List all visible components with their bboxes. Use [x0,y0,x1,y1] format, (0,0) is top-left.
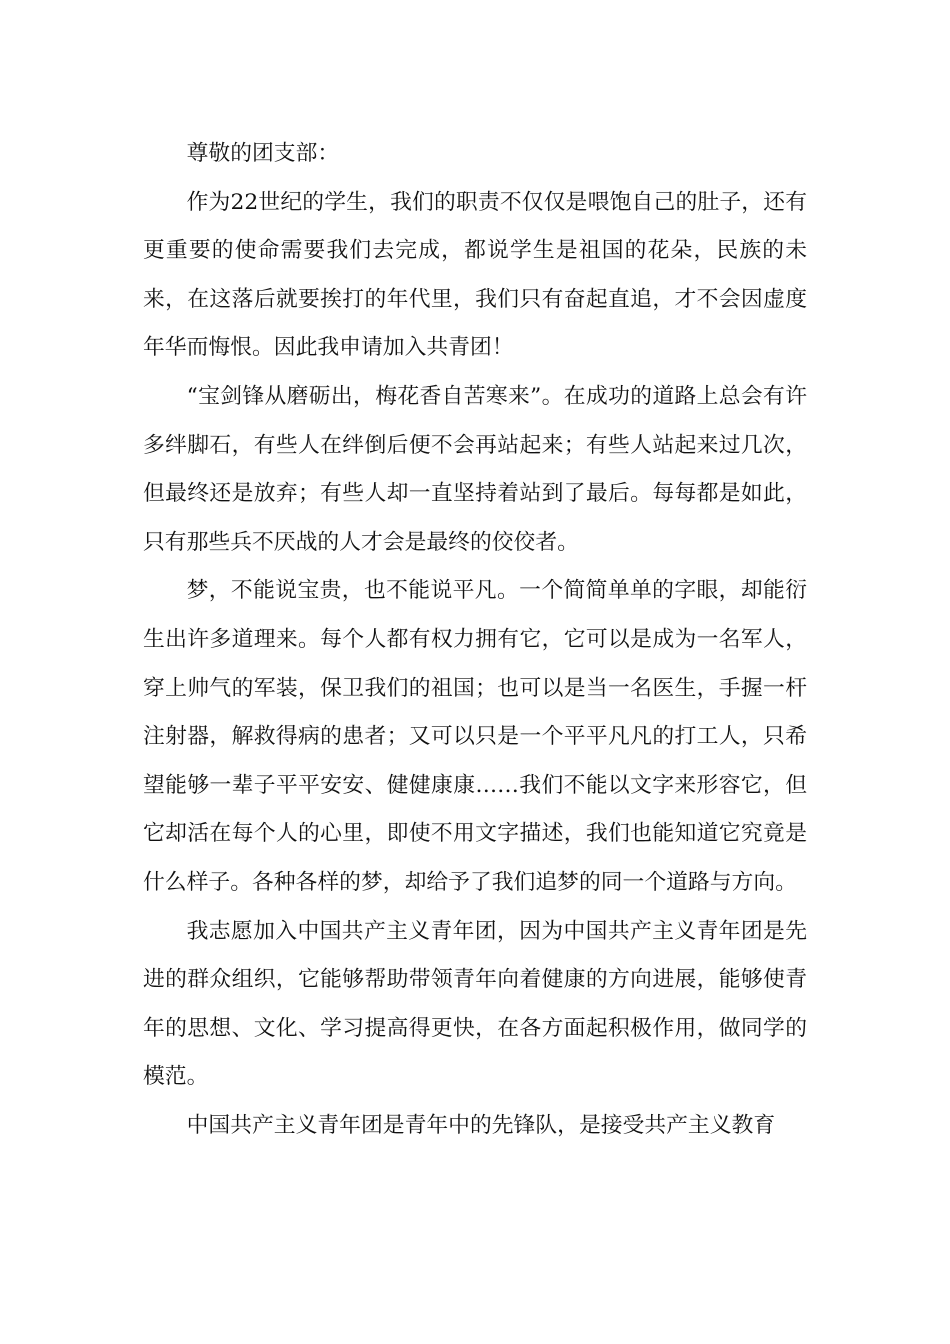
paragraph-5: 中国共产主义青年团是青年中的先锋队，是接受共产主义教育 [186,1112,776,1138]
paragraph-2: “宝剑锋从磨砺出，梅花香自苦寒来”。在成功的道路上总会有许多绊脚石，有些人在绊倒后便不会再站起来；有些人站起来过几次，但最终还是放弃；有些人却一直坚持着站到了最后。每每都是如此，只有那些兵不厌战的人才会是最终的佼佼者。 [143,383,807,555]
paragraph-1: 作为22世纪的学生，我们的职责不仅仅是喂饱自己的肚子，还有更重要的使命需要我们去完成，都说学生是祖国的花朵，民族的未来，在这落后就要挨打的年代里，我们只有奋起直追，才不会因虚度年华而悔恨。因此我申请加入共青团！ [143,189,807,361]
document-body [143,130,807,1150]
salutation: 尊敬的团支部： [186,141,340,166]
paragraph-4: 我志愿加入中国共产主义青年团，因为中国共产主义青年团是先进的群众组织，它能够帮助带领青年向着健康的方向进展，能够使青年的思想、文化、学习提高得更快，在各方面起积极作用，做同学的模范。 [143,918,807,1090]
paragraph-3: 梦，不能说宝贵，也不能说平凡。一个简简单单的字眼，却能衍生出许多道理来。每个人都有权力拥有它，它可以是成为一名军人，穿上帅气的军装，保卫我们的祖国；也可以是当一名医生，手握一杆注射器，解救得病的患者；又可以只是一个平平凡凡的打工人，只希望能够一辈子平平安安、健健康康……我们不能以文字来形容它，但它却活在每个人的心里，即使不用文字描述，我们也能知道它究竟是什么样子。各种各样的梦，却给予了我们追梦的同一个道路与方向。 [143,578,807,895]
